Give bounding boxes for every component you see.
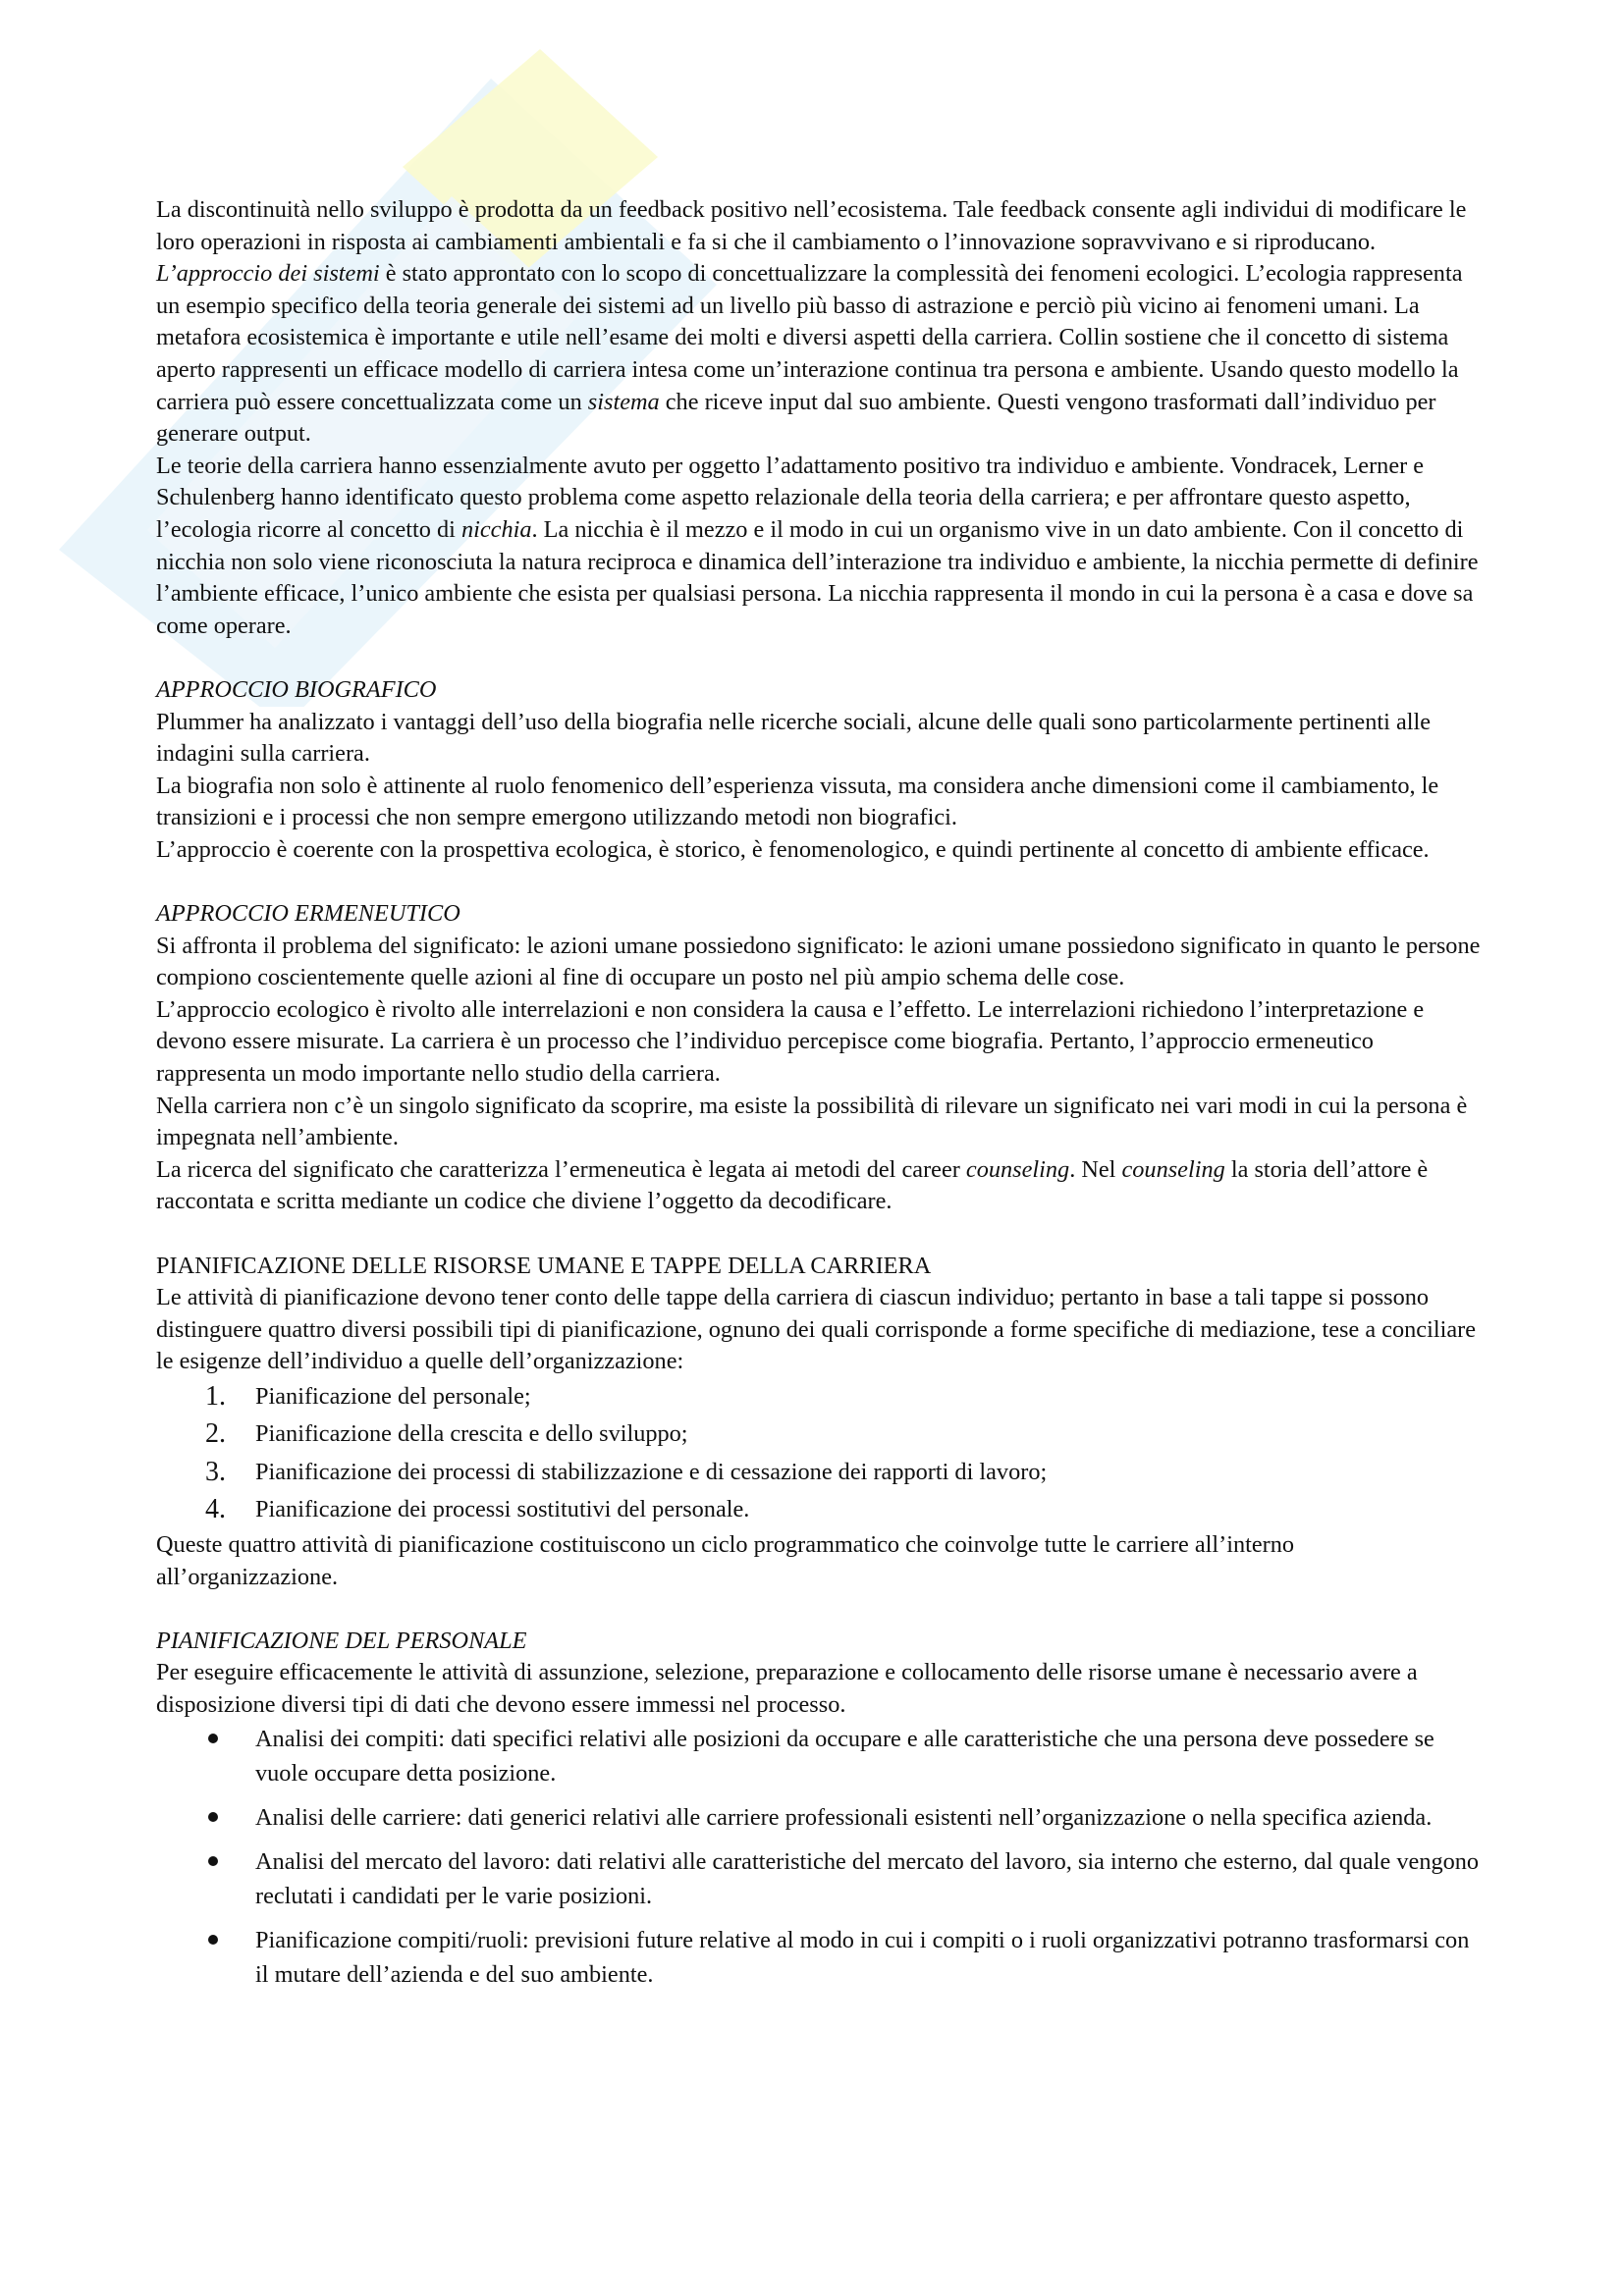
body-paragraph <box>156 771 1482 834</box>
list-number: 3. <box>205 1456 226 1487</box>
text-run: Queste quattro attività di pianificazione costituiscono un ciclo programmatico che coinvolge tutte le carriere all’interno all’organizzazione. <box>156 1530 1295 1590</box>
text-run: la storia dell’attore è raccontata e scritta mediante un codice che diviene l’oggetto da decodificare. <box>156 1155 1429 1215</box>
bullet-list-item <box>156 1923 1482 1992</box>
list-number: 4. <box>205 1494 226 1525</box>
text-run: Si affronta il problema del significato: le azioni umane possiedono significato: le azioni umane possiedono significato in quanto le persone compiono coscientemente quelle azioni al fine di occupare un posto nel più ampio schema delle cose. <box>156 932 1481 991</box>
body-paragraph <box>156 707 1482 771</box>
italic-term: sistema <box>587 388 660 415</box>
text-run: . Nel <box>1069 1155 1122 1183</box>
body-paragraph <box>156 834 1482 867</box>
numbered-list-item <box>156 1491 1482 1529</box>
body-paragraph <box>156 1091 1482 1154</box>
text-run: La biografia non solo è attinente al ruolo fenomenico dell’esperienza vissuta, ma considera anche dimensioni come il cambiamento, le transizioni e i processi che non sempre emergono utilizzando metodi non biografici. <box>156 772 1439 831</box>
list-item-text: Pianificazione dei processi sostitutivi del personale. <box>255 1496 750 1523</box>
text-run: Plummer ha analizzato i vantaggi dell’uso della biografia nelle ricerche sociali, alcune delle quali sono particolarmente pertinenti alle indagini sulla carriera. <box>156 708 1432 768</box>
paragraph-gap <box>156 642 1482 674</box>
text-run: La discontinuità nello sviluppo è prodotta da un feedback positivo nell’ecosistema. Tale feedback consente agli individui di modificare le loro operazioni in risposta ai cambiamenti ambientali e fa si che il cambiamento o l’innovazione sopravvivano e si riproducano. <box>156 196 1467 255</box>
text-run: L’approccio ecologico è rivolto alle interrelazioni e non considera la causa e l’effetto. Le interrelazioni richiedono l’interpretazione e devono essere misurate. La carriera è un processo che l’individuo percepisce come biografia. Pertanto, l’approccio ermeneutico rappresenta un modo importante nello studio della carriera. <box>156 995 1425 1088</box>
list-item-text: Pianificazione della crescita e dello sviluppo; <box>255 1420 688 1448</box>
italic-term: counseling <box>965 1155 1070 1183</box>
body-paragraph <box>156 1529 1482 1593</box>
text-run: che riceve input dal suo ambiente. Questi vengono trasformati dall’individuo per generare output. <box>156 388 1436 448</box>
bullet-dot-icon <box>208 1734 218 1743</box>
bullet-dot-icon <box>208 1856 218 1866</box>
text-run: Per eseguire efficacemente le attività di assunzione, selezione, preparazione e collocamento delle risorse umane è necessario avere a disposizione diversi tipi di dati che devono essere immessi nel processo. <box>156 1659 1418 1718</box>
list-item-text: Pianificazione del personale; <box>255 1382 531 1410</box>
paragraph-gap <box>156 1593 1482 1626</box>
italic-term: nicchia <box>460 515 532 543</box>
bullet-list-item <box>156 1800 1482 1835</box>
text-run: . La nicchia è il mezzo e il modo in cui un organismo vive in un dato ambiente. Con il concetto di nicchia non solo viene riconosciuta la natura reciproca e dinamica dell’interazione tra individuo e ambiente, la nicchia permette di definire l’ambiente efficace, l’unico ambiente che esista per qualsiasi persona. La nicchia rappresenta il mondo in cui la persona è a casa e dove sa come operare. <box>156 515 1479 639</box>
paragraph-gap <box>156 1218 1482 1251</box>
section-heading: APPROCCIO ERMENEUTICO <box>156 900 460 928</box>
paragraph-gap <box>156 866 1482 898</box>
body-paragraph <box>156 931 1482 994</box>
bullet-dot-icon <box>208 1812 218 1822</box>
list-number: 2. <box>205 1418 226 1450</box>
section-heading: APPROCCIO BIOGRAFICO <box>156 675 437 703</box>
document-page <box>156 194 1482 2002</box>
body-paragraph <box>156 1154 1482 1218</box>
numbered-list-item <box>156 1454 1482 1492</box>
list-item-text: Pianificazione dei processi di stabilizzazione e di cessazione dei rapporti di lavoro; <box>255 1458 1048 1485</box>
bullet-dot-icon <box>208 1935 218 1945</box>
text-run: La ricerca del significato che caratterizza l’ermeneutica è legata ai metodi del career <box>156 1155 966 1183</box>
list-number: 1. <box>205 1380 226 1412</box>
numbered-list <box>156 1378 1482 1529</box>
body-paragraph <box>156 451 1482 643</box>
italic-term: counseling <box>1121 1155 1225 1183</box>
numbered-list-item <box>156 1415 1482 1454</box>
italic-term: L’approccio dei sistemi <box>156 260 380 288</box>
bullet-list <box>156 1722 1482 1992</box>
text-run: L’approccio è coerente con la prospettiva ecologica, è storico, è fenomenologico, e quindi pertinente al concetto di ambiente efficace. <box>156 835 1430 863</box>
section-heading: PIANIFICAZIONE DEL PERSONALE <box>156 1627 527 1654</box>
body-paragraph <box>156 994 1482 1091</box>
numbered-list-item <box>156 1378 1482 1416</box>
body-paragraph <box>156 1657 1482 1721</box>
text-run: è stato approntato con lo scopo di concettualizzare la complessità dei fenomeni ecologici. L’ecologia rappresenta un esempio specifico della teoria generale dei sistemi ad un livello più basso di astrazione e perciò più vicino ai fenomeni umani. La metafora ecosistemica è importante e utile nell’esame dei molti e diversi aspetti della carriera. Collin sostiene che il concetto di sistema aperto rappresenti un efficace modello di carriera intesa come un’interazione continua tra persona e ambiente. Usando questo modello la carriera può essere concettualizzata come un <box>156 260 1463 415</box>
list-item-text: Analisi del mercato del lavoro: dati relativi alle caratteristiche del mercato del lavoro, sia interno che esterno, dal quale vengono reclutati i candidati per le varie posizioni. <box>255 1847 1480 1909</box>
list-item-text: Analisi dei compiti: dati specifici relativi alle posizioni da occupare e alle caratteristiche che una persona deve possedere se vuole occupare detta posizione. <box>255 1725 1434 1787</box>
text-run: Nella carriera non c’è un singolo significato da scoprire, ma esiste la possibilità di rilevare un significato nei vari modi in cui la persona è impegnata nell’ambiente. <box>156 1092 1468 1151</box>
body-paragraph <box>156 194 1482 258</box>
list-item-text: Analisi delle carriere: dati generici relativi alle carriere professionali esistenti nell’organizzazione o nella specifica azienda. <box>255 1803 1433 1831</box>
text-run: Le attività di pianificazione devono tener conto delle tappe della carriera di ciascun individuo; pertanto in base a tali tappe si possono distinguere quattro diversi possibili tipi di pianificazione, ognuno dei quali corrisponde a forme specifiche di mediazione, tese a conciliare le esigenze dell’individuo a quelle dell’organizzazione: <box>156 1284 1477 1375</box>
body-paragraph <box>156 1282 1482 1378</box>
body-paragraph <box>156 258 1482 451</box>
bullet-list-item <box>156 1722 1482 1790</box>
list-item-text: Pianificazione compiti/ruoli: previsioni future relative al modo in cui i compiti o i ruoli organizzativi potranno trasformarsi con il mutare dell’azienda e del suo ambiente. <box>255 1926 1470 1988</box>
text-run: Le teorie della carriera hanno essenzialmente avuto per oggetto l’adattamento positivo tra individuo e ambiente. Vondracek, Lerner e Schulenberg hanno identificato questo problema come aspetto relazionale della teoria della carriera; e per affrontare questo aspetto, l’ecologia ricorre al concetto di <box>156 452 1425 543</box>
bullet-list-item <box>156 1844 1482 1913</box>
section-heading: PIANIFICAZIONE DELLE RISORSE UMANE E TAPPE DELLA CARRIERA <box>156 1252 932 1279</box>
